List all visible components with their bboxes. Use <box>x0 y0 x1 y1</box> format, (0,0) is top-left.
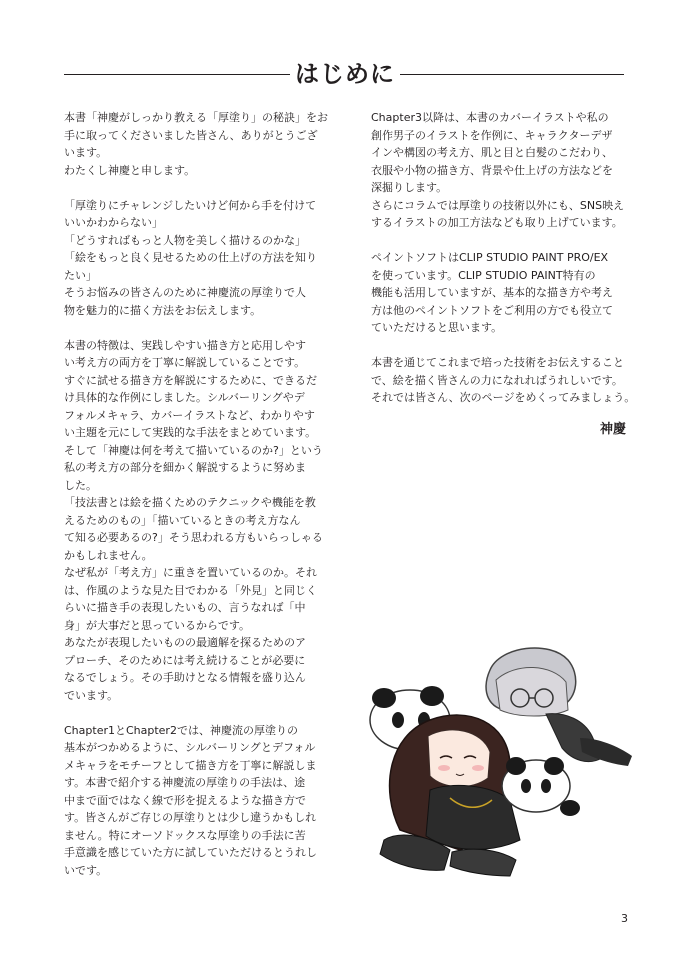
text-line: かもしれません。 <box>64 548 153 562</box>
text-line: 本書の特徴は、実践しやすい描き方と応用しやす <box>64 338 306 352</box>
text-line: 方は他のペイントソフトをご利用の方でも役立て <box>371 303 613 317</box>
text-line: プローチ、そのためには考え続けることが必要に <box>64 653 306 667</box>
text-line: 物を魅力的に描く方法をお伝えします。 <box>64 303 262 317</box>
paragraph <box>371 354 636 407</box>
text-line: 本書「神慶がしっかり教える「厚塗り」の秘訣」をお <box>64 111 328 124</box>
text-line: えるためのもの」「描いているときの考え方なん <box>64 513 301 527</box>
text-line: い考え方の両方を丁寧に解説していることです。 <box>64 356 306 369</box>
paragraph <box>64 109 328 179</box>
text-line: でいます。 <box>64 688 119 702</box>
right-column <box>371 109 636 424</box>
text-line: 衣服や小物の描き方、背景や仕上げの方法などを <box>371 163 613 177</box>
panda-plush-right <box>502 757 580 816</box>
text-line: フォルメキャラ、カバーイラストなど、わかりやす <box>64 408 315 422</box>
text-line: するイラストの加工方法なども取り上げています。 <box>371 216 623 229</box>
text-line: いです。 <box>64 863 108 877</box>
text-line: 「厚塗りにチャレンジしたいけど何から手を付けて <box>64 198 317 212</box>
paragraph <box>371 109 627 232</box>
text-line: メキャラをモチーフとして描き方を丁寧に解説しま <box>64 758 317 772</box>
text-line: なぜ私が「考え方」に重きを置いているのか。それ <box>64 566 317 579</box>
text-line: 私の考え方の部分を細かく解説するように努めま <box>64 461 306 474</box>
page-header <box>64 56 624 92</box>
text-line: 「どうすればもっと人物を美しく描けるのかな」 <box>64 233 306 247</box>
text-line: した。 <box>64 478 97 492</box>
text-line: ません。特にオーソドックスな厚塗りの手法に苦 <box>64 828 306 842</box>
text-line: それでは皆さん、次のページをめくってみましょう。 <box>371 391 636 404</box>
page-number: 3 <box>621 912 628 925</box>
text-line: 手に取ってくださいました皆さん、ありがとうござ <box>64 128 318 142</box>
paragraph <box>64 722 320 880</box>
text-line: いいかわからない」 <box>64 216 163 229</box>
text-line: あなたが表現したいものの最適解を探るためのア <box>64 636 306 649</box>
paragraph <box>64 337 323 705</box>
text-line: Chapter3以降は、本書のカバーイラストや私の <box>371 111 609 124</box>
header-rule-left <box>64 74 290 75</box>
text-line: たい」 <box>64 268 97 282</box>
text-line: す。皆さんがご存じの厚塗りとは少し違うかもしれ <box>64 811 317 824</box>
text-line: て知る必要あるの?」そう思われる方もいらっしゃる <box>64 531 323 544</box>
text-line: 本書を通じてこれまで培った技術をお伝えすること <box>371 356 624 369</box>
text-line: は、作風のような見た目でわかる「外見」と同じく <box>64 583 317 597</box>
text-line: 機能も活用していますが、基本的な描き方や考え <box>371 286 613 299</box>
text-line: ていただけると思います。 <box>371 321 503 334</box>
text-line: ペイントソフトはCLIP STUDIO PAINT PRO/EX <box>371 251 609 264</box>
text-line: 創作男子のイラストを作例に、キャラクターデザ <box>371 128 613 142</box>
text-line: そうお悩みの皆さんのために神慶流の厚塗りで人 <box>64 286 306 299</box>
left-column <box>64 109 328 897</box>
paragraph <box>371 249 627 337</box>
text-line: わたくし神慶と申します。 <box>64 163 196 177</box>
text-line: インや構図の考え方、肌と目と白髪のこだわり、 <box>371 146 613 159</box>
text-line: Chapter1とChapter2では、神慶流の厚塗りの <box>64 723 298 737</box>
text-line: で、絵を描く皆さんの力になれればうれしいです。 <box>371 373 623 387</box>
text-line: すぐに試せる描き方を解説にするために、できるだ <box>64 373 317 387</box>
header-rule-right <box>400 74 624 75</box>
text-line: います。 <box>64 146 108 159</box>
text-line: そして「神慶は何を考えて描いているのか?」という <box>64 443 323 457</box>
text-line: 「技法書とは絵を描くためのテクニックや機能を教 <box>64 496 316 509</box>
text-line: 中まで面ではなく線で形を捉えるような描き方で <box>64 793 306 807</box>
text-line: さらにコラムでは厚塗りの技術以外にも、SNS映え <box>371 198 625 212</box>
chibi-characters-illustration <box>340 640 640 880</box>
text-line: 「絵をもっと良く見せるための仕上げの方法を知り <box>64 251 317 264</box>
text-line: を使っています。CLIP STUDIO PAINT特有の <box>371 268 596 282</box>
text-line: 手意識を感じていた方に試していただけるとうれし <box>64 846 317 859</box>
text-line: 身」が大事だと思っているからです。 <box>64 618 251 632</box>
text-line: 基本がつかめるように、シルバーリングとデフォル <box>64 741 316 754</box>
text-line: らいに描き手の表現したいもの、言うなれば「中 <box>64 601 306 614</box>
text-line: け具体的な作例にしました。シルバーリングやデ <box>64 391 305 404</box>
author-signature: 神慶 <box>599 422 626 437</box>
paragraph <box>64 197 320 320</box>
text-line: す。本書で紹介する神慶流の厚塗りの手法は、途 <box>64 776 306 789</box>
text-line: なるでしょう。その手助けとなる情報を盛り込ん <box>64 671 306 684</box>
text-line: 深掘りします。 <box>371 181 448 194</box>
text-line: い主題を元にして実践的な手法をまとめています。 <box>64 426 317 439</box>
page-title: はじめに <box>295 60 395 88</box>
